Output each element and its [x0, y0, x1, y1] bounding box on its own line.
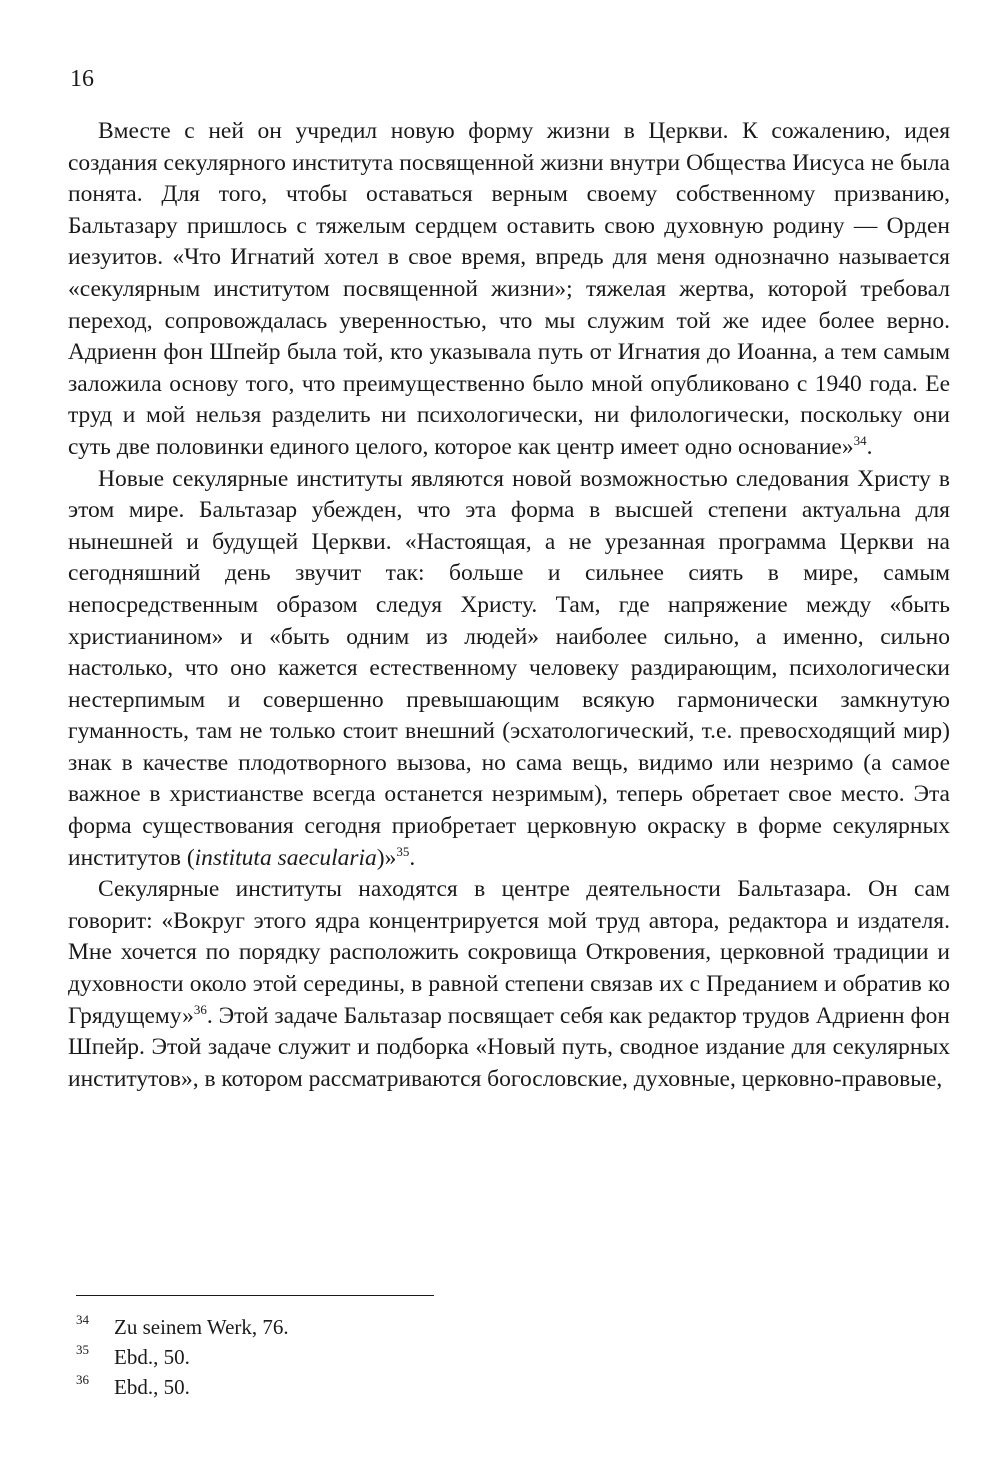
footnote-ref-36[interactable]: 36 — [193, 1001, 207, 1017]
footnotes — [76, 1312, 576, 1402]
paragraph-2-text: Новые секулярные институты являются новой возможностью следования Христу в этом мире. Бальтазар убежден, что эта форма в высшей степени актуальна для нынешней и будущей Церкви. «Настоящая, а не урезанная программа Церкви на сегодняшний день звучит так: больше и сильнее сиять в мире, самым непосредственным образом следуя Христу. Там, где напряжение между «быть христианином» и «быть одним из людей» наиболее сильно, а именно, сильно настолько, что оно кажется естественному человеку раздирающим, психологически нестерпимым и совершенно превышающим всякую гармонически замкнутую гуманность, там не только стоит внешний (эсхатологический, т.е. превосходящий мир) знак в качестве плодотворного вызова, но сама вещь, видимо или незримо (а самое важное в христианстве всегда останется незримым), теперь обретает свое место. Эта форма существования сегодня приобретает церковную окраску в форме секулярных институтов ( — [68, 465, 950, 871]
body-text — [68, 116, 950, 1095]
paragraph-2-italic-term: instituta saecularia — [194, 844, 377, 871]
footnote-text: Zu seinem Werk, 76. — [114, 1315, 289, 1339]
paragraph-2-after: )» — [376, 844, 397, 871]
paragraph-1-text: Вместе с ней он учредил новую форму жизни в Церкви. К сожалению, идея создания секулярного института посвященной жизни внутри Общества Иисуса не была понята. Для того, чтобы оставаться верным своему собственному призванию, Бальтазару пришлось с тяжелым сердцем оставить свою духовную родину — Орден иезуитов. «Что Игнатий хотел в свое время, впредь для меня однозначно называется «секулярным институтом посвященной жизни»; тяжелая жертва, которой требовал переход, сопровождалась уверенностью, что мы служим той же идее более верно. Адриенн фон Шпейр была той, кто указывала путь от Игнатия до Иоанна, а тем самым заложила основу того, что преимущественно было мной опубликовано с 1940 года. Ее труд и мой нельзя разделить ни психологически, ни филологически, поскольку они суть две половинки единого целого, которое как центр имеет одно основание» — [68, 118, 950, 460]
footnote-number: 36 — [76, 1372, 89, 1387]
paragraph-3-text: Секулярные институты находятся в центре деятельности Бальтазара. Он сам говорит: «Вокруг этого ядра концентрируется мой труд автора, редактора и издателя. Мне хочется по порядку расположить сокровища Откровения, церковной традиции и духовности около этой середины, в равной степени связав их с Преданием и обратив ко Грядущему» — [68, 876, 950, 1029]
footnote-number: 34 — [76, 1312, 89, 1327]
page-number: 16 — [70, 66, 94, 92]
footnote-35 — [76, 1342, 576, 1372]
paragraph-2-end: . — [409, 844, 416, 871]
footnote-ref-34[interactable]: 34 — [853, 433, 867, 449]
footnote-36 — [76, 1372, 576, 1402]
footnote-ref-35[interactable]: 35 — [396, 843, 410, 859]
paragraph-3 — [68, 874, 950, 1095]
footnote-text: Ebd., 50. — [114, 1375, 190, 1399]
footnote-separator — [76, 1295, 434, 1296]
paragraph-2 — [68, 464, 950, 875]
footnote-34 — [76, 1312, 576, 1342]
paragraph-1 — [68, 116, 950, 464]
footnote-text: Ebd., 50. — [114, 1345, 190, 1369]
paragraph-1-end: . — [866, 433, 873, 460]
paragraph-3-end: . Этой задаче Бальтазар посвящает себя как редактор трудов Адриенн фон Шпейр. Этой задаче служит и подборка «Новый путь, сводное издание для секулярных институтов», в котором рассматриваются богословские, духовные, церковно-правовые, — [68, 1002, 950, 1092]
footnote-number: 35 — [76, 1342, 89, 1357]
